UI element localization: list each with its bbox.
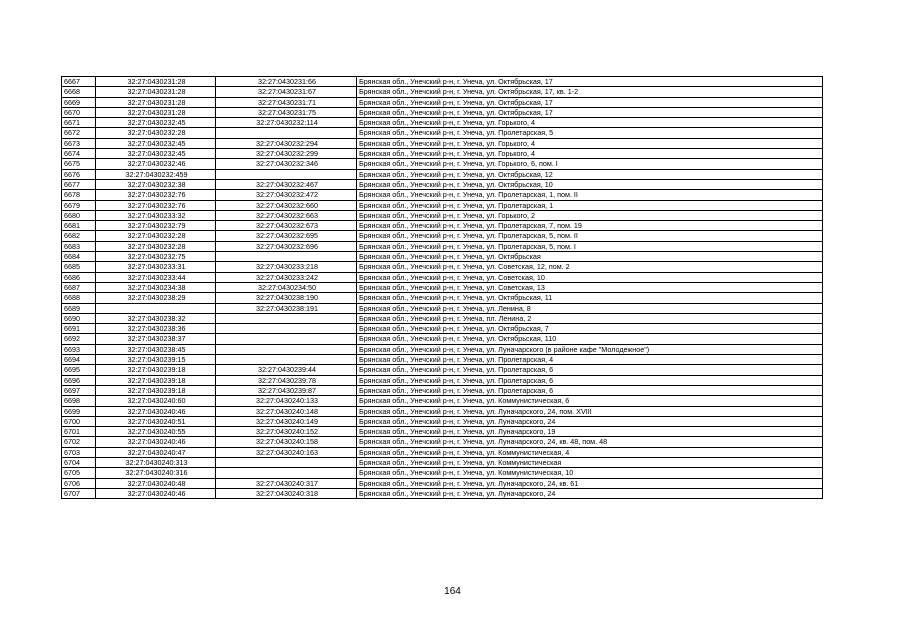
address-cell: Брянская обл., Унечский р-н, г. Унеча, ул. Луначарского, 24, пом. XVIII bbox=[357, 406, 823, 416]
row-number-cell: 6690 bbox=[62, 313, 96, 323]
table-row bbox=[62, 313, 823, 323]
cadastral-number-cell: 32:27:0430240:158 bbox=[216, 437, 357, 447]
row-number-cell: 6704 bbox=[62, 457, 96, 467]
cadastral-number-cell: 32:27:0430232:695 bbox=[216, 231, 357, 241]
row-number-cell: 6696 bbox=[62, 375, 96, 385]
parent-cadastral-number-cell: 32:27:0430240:46 bbox=[96, 488, 216, 498]
parent-cadastral-number-cell: 32:27:0430232:45 bbox=[96, 149, 216, 159]
table-row bbox=[62, 241, 823, 251]
parent-cadastral-number-cell: 32:27:0430240:48 bbox=[96, 478, 216, 488]
parent-cadastral-number-cell: 32:27:0430232:76 bbox=[96, 200, 216, 210]
address-cell: Брянская обл., Унечский р-н, г. Унеча, ул. Луначарского, 19 bbox=[357, 427, 823, 437]
cadastral-number-cell: 32:27:0430234:50 bbox=[216, 282, 357, 292]
row-number-cell: 6695 bbox=[62, 365, 96, 375]
row-number-cell: 6673 bbox=[62, 138, 96, 148]
address-cell: Брянская обл., Унечский р-н, г. Унеча, ул. Октябрьская, 17, кв. 1-2 bbox=[357, 87, 823, 97]
table-row bbox=[62, 159, 823, 169]
parent-cadastral-number-cell: 32:27:0430232:459 bbox=[96, 169, 216, 179]
address-cell: Брянская обл., Унечский р-н, г. Унеча, ул. Пролетарская, 6 bbox=[357, 365, 823, 375]
cadastral-number-cell: 32:27:0430233:218 bbox=[216, 262, 357, 272]
address-cell: Брянская обл., Унечский р-н, г. Унеча, ул. Коммунистическая bbox=[357, 457, 823, 467]
table-row bbox=[62, 416, 823, 426]
address-cell: Брянская обл., Унечский р-н, г. Унеча, ул. Пролетарская, 1 bbox=[357, 200, 823, 210]
table-row bbox=[62, 252, 823, 262]
parent-cadastral-number-cell: 32:27:0430232:46 bbox=[96, 159, 216, 169]
address-cell: Брянская обл., Унечский р-н, г. Унеча, ул. Пролетарская, 5 bbox=[357, 128, 823, 138]
table-row bbox=[62, 169, 823, 179]
parent-cadastral-number-cell: 32:27:0430240:313 bbox=[96, 457, 216, 467]
address-cell: Брянская обл., Унечский р-н, г. Унеча, ул. Пролетарская, 4 bbox=[357, 355, 823, 365]
parent-cadastral-number-cell: 32:27:0430240:60 bbox=[96, 396, 216, 406]
table-row bbox=[62, 138, 823, 148]
address-cell: Брянская обл., Унечский р-н, г. Унеча, ул. Октябрьская, 11 bbox=[357, 293, 823, 303]
parent-cadastral-number-cell: 32:27:0430232:75 bbox=[96, 252, 216, 262]
row-number-cell: 6680 bbox=[62, 210, 96, 220]
table-row bbox=[62, 355, 823, 365]
address-cell: Брянская обл., Унечский р-н, г. Унеча, ул. Луначарского, 24, кв. 48, пом. 48 bbox=[357, 437, 823, 447]
table-row bbox=[62, 262, 823, 272]
parent-cadastral-number-cell: 32:27:0430234:38 bbox=[96, 282, 216, 292]
cadastral-number-cell: 32:27:0430233:242 bbox=[216, 272, 357, 282]
parent-cadastral-number-cell: 32:27:0430231:28 bbox=[96, 107, 216, 117]
parent-cadastral-number-cell: 32:27:0430239:18 bbox=[96, 385, 216, 395]
parent-cadastral-number-cell: 32:27:0430240:55 bbox=[96, 427, 216, 437]
table-row bbox=[62, 385, 823, 395]
cadastral-number-cell: 32:27:0430232:346 bbox=[216, 159, 357, 169]
parent-cadastral-number-cell: 32:27:0430240:316 bbox=[96, 468, 216, 478]
address-cell: Брянская обл., Унечский р-н, г. Унеча, ул. Горького, 4 bbox=[357, 138, 823, 148]
address-cell: Брянская обл., Унечский р-н, г. Унеча, ул. Октябрьская, 10 bbox=[357, 179, 823, 189]
cadastral-number-cell: 32:27:0430231:71 bbox=[216, 97, 357, 107]
table-body bbox=[62, 77, 823, 499]
address-cell: Брянская обл., Унечский р-н, г. Унеча, ул. Октябрьская, 7 bbox=[357, 324, 823, 334]
table-row bbox=[62, 293, 823, 303]
address-cell: Брянская обл., Унечский р-н, г. Унеча, ул. Луначарского, 24 bbox=[357, 416, 823, 426]
address-cell: Брянская обл., Унечский р-н, г. Унеча, ул. Луначарского, 24, кв. 61 bbox=[357, 478, 823, 488]
row-number-cell: 6674 bbox=[62, 149, 96, 159]
row-number-cell: 6703 bbox=[62, 447, 96, 457]
parent-cadastral-number-cell: 32:27:0430240:46 bbox=[96, 437, 216, 447]
parent-cadastral-number-cell: 32:27:0430232:45 bbox=[96, 118, 216, 128]
cadastral-number-cell: 32:27:0430232:294 bbox=[216, 138, 357, 148]
parent-cadastral-number-cell: 32:27:0430232:76 bbox=[96, 190, 216, 200]
table-row bbox=[62, 210, 823, 220]
address-cell: Брянская обл., Унечский р-н, г. Унеча, ул. Октябрьская bbox=[357, 252, 823, 262]
table-row bbox=[62, 375, 823, 385]
cadastral-number-cell: 32:27:0430240:148 bbox=[216, 406, 357, 416]
table-row bbox=[62, 334, 823, 344]
parent-cadastral-number-cell: 32:27:0430232:79 bbox=[96, 221, 216, 231]
row-number-cell: 6669 bbox=[62, 97, 96, 107]
cadastral-number-cell: 32:27:0430238:191 bbox=[216, 303, 357, 313]
table-row bbox=[62, 97, 823, 107]
table-row bbox=[62, 468, 823, 478]
address-cell: Брянская обл., Унечский р-н, г. Унеча, ул. Ленина, 8 bbox=[357, 303, 823, 313]
row-number-cell: 6692 bbox=[62, 334, 96, 344]
cadastral-number-cell: 32:27:0430240:133 bbox=[216, 396, 357, 406]
table-row bbox=[62, 272, 823, 282]
parent-cadastral-number-cell: 32:27:0430231:28 bbox=[96, 77, 216, 87]
row-number-cell: 6697 bbox=[62, 385, 96, 395]
address-cell: Брянская обл., Унечский р-н, г. Унеча, ул. Октябрьская, 17 bbox=[357, 77, 823, 87]
parent-cadastral-number-cell: 32:27:0430238:32 bbox=[96, 313, 216, 323]
row-number-cell: 6693 bbox=[62, 344, 96, 354]
address-cell: Брянская обл., Унечский р-н, г. Унеча, ул. Пролетарская, 6 bbox=[357, 375, 823, 385]
table-row bbox=[62, 200, 823, 210]
row-number-cell: 6686 bbox=[62, 272, 96, 282]
parent-cadastral-number-cell: 32:27:0430238:36 bbox=[96, 324, 216, 334]
parent-cadastral-number-cell: 32:27:0430238:29 bbox=[96, 293, 216, 303]
parent-cadastral-number-cell: 32:27:0430239:15 bbox=[96, 355, 216, 365]
cadastral-number-cell: 32:27:0430232:660 bbox=[216, 200, 357, 210]
address-cell: Брянская обл., Унечский р-н, г. Унеча, ул. Горького, 4 bbox=[357, 118, 823, 128]
cadastral-number-cell bbox=[216, 334, 357, 344]
table-row bbox=[62, 77, 823, 87]
parent-cadastral-number-cell: 32:27:0430240:46 bbox=[96, 406, 216, 416]
table-row bbox=[62, 149, 823, 159]
address-cell: Брянская обл., Унечский р-н, г. Унеча, ул. Пролетарская, 7, пом. 19 bbox=[357, 221, 823, 231]
cadastral-number-cell: 32:27:0430232:696 bbox=[216, 241, 357, 251]
row-number-cell: 6667 bbox=[62, 77, 96, 87]
table-row bbox=[62, 87, 823, 97]
address-cell: Брянская обл., Унечский р-н, г. Унеча, ул. Октябрьская, 12 bbox=[357, 169, 823, 179]
row-number-cell: 6683 bbox=[62, 241, 96, 251]
cadastral-number-cell: 32:27:0430231:75 bbox=[216, 107, 357, 117]
row-number-cell: 6677 bbox=[62, 179, 96, 189]
table-row bbox=[62, 457, 823, 467]
table-row bbox=[62, 427, 823, 437]
row-number-cell: 6701 bbox=[62, 427, 96, 437]
cadastral-number-cell: 32:27:0430240:317 bbox=[216, 478, 357, 488]
table-row bbox=[62, 437, 823, 447]
row-number-cell: 6700 bbox=[62, 416, 96, 426]
table-row bbox=[62, 303, 823, 313]
cadastral-number-cell: 32:27:0430232:467 bbox=[216, 179, 357, 189]
parent-cadastral-number-cell: 32:27:0430240:47 bbox=[96, 447, 216, 457]
address-cell: Брянская обл., Унечский р-н, г. Унеча, ул. Пролетарская, 5, пом. II bbox=[357, 231, 823, 241]
row-number-cell: 6689 bbox=[62, 303, 96, 313]
parent-cadastral-number-cell: 32:27:0430232:28 bbox=[96, 241, 216, 251]
cadastral-number-cell: 32:27:0430231:67 bbox=[216, 87, 357, 97]
cadastral-number-cell: 32:27:0430232:299 bbox=[216, 149, 357, 159]
table-row bbox=[62, 488, 823, 498]
address-cell: Брянская обл., Унечский р-н, г. Унеча, ул. Луначарского (в районе кафе "Молодежное") bbox=[357, 344, 823, 354]
cadastral-number-cell bbox=[216, 128, 357, 138]
cadastral-number-cell bbox=[216, 344, 357, 354]
row-number-cell: 6699 bbox=[62, 406, 96, 416]
table-row bbox=[62, 447, 823, 457]
row-number-cell: 6676 bbox=[62, 169, 96, 179]
table-row bbox=[62, 344, 823, 354]
row-number-cell: 6670 bbox=[62, 107, 96, 117]
parent-cadastral-number-cell: 32:27:0430232:28 bbox=[96, 128, 216, 138]
cadastral-number-cell: 32:27:0430239:78 bbox=[216, 375, 357, 385]
address-cell: Брянская обл., Унечский р-н, г. Унеча, ул. Пролетарская, 1, пом. II bbox=[357, 190, 823, 200]
row-number-cell: 6681 bbox=[62, 221, 96, 231]
table-row bbox=[62, 396, 823, 406]
address-cell: Брянская обл., Унечский р-н, г. Унеча, ул. Советская, 12, пом. 2 bbox=[357, 262, 823, 272]
row-number-cell: 6675 bbox=[62, 159, 96, 169]
address-cell: Брянская обл., Унечский р-н, г. Унеча, ул. Горького, 6, пом. I bbox=[357, 159, 823, 169]
address-cell: Брянская обл., Унечский р-н, г. Унеча, ул. Советская, 10 bbox=[357, 272, 823, 282]
address-cell: Брянская обл., Унечский р-н, г. Унеча, ул. Коммунистическая, 6 bbox=[357, 396, 823, 406]
address-cell: Брянская обл., Унечский р-н, г. Унеча, ул. Горького, 2 bbox=[357, 210, 823, 220]
parent-cadastral-number-cell: 32:27:0430233:44 bbox=[96, 272, 216, 282]
table-row bbox=[62, 478, 823, 488]
row-number-cell: 6668 bbox=[62, 87, 96, 97]
row-number-cell: 6671 bbox=[62, 118, 96, 128]
parent-cadastral-number-cell: 32:27:0430233:32 bbox=[96, 210, 216, 220]
parent-cadastral-number-cell bbox=[96, 303, 216, 313]
table-row bbox=[62, 282, 823, 292]
row-number-cell: 6702 bbox=[62, 437, 96, 447]
parent-cadastral-number-cell: 32:27:0430239:18 bbox=[96, 365, 216, 375]
table-row bbox=[62, 221, 823, 231]
address-cell: Брянская обл., Унечский р-н, г. Унеча, ул. Советская, 13 bbox=[357, 282, 823, 292]
cadastral-number-cell bbox=[216, 169, 357, 179]
address-cell: Брянская обл., Унечский р-н, г. Унеча, ул. Горького, 4 bbox=[357, 149, 823, 159]
parent-cadastral-number-cell: 32:27:0430232:28 bbox=[96, 231, 216, 241]
address-cell: Брянская обл., Унечский р-н, г. Унеча, ул. Коммунистическая, 10 bbox=[357, 468, 823, 478]
row-number-cell: 6694 bbox=[62, 355, 96, 365]
cadastral-number-cell: 32:27:0430232:114 bbox=[216, 118, 357, 128]
table-row bbox=[62, 128, 823, 138]
cadastral-number-cell bbox=[216, 457, 357, 467]
cadastral-number-cell bbox=[216, 355, 357, 365]
cadastral-number-cell: 32:27:0430240:149 bbox=[216, 416, 357, 426]
page-number: 164 bbox=[444, 586, 461, 597]
cadastral-number-cell: 32:27:0430240:152 bbox=[216, 427, 357, 437]
parent-cadastral-number-cell: 32:27:0430240:51 bbox=[96, 416, 216, 426]
registry-table bbox=[61, 76, 823, 499]
table-row bbox=[62, 107, 823, 117]
cadastral-number-cell: 32:27:0430232:663 bbox=[216, 210, 357, 220]
row-number-cell: 6679 bbox=[62, 200, 96, 210]
row-number-cell: 6688 bbox=[62, 293, 96, 303]
row-number-cell: 6691 bbox=[62, 324, 96, 334]
parent-cadastral-number-cell: 32:27:0430232:45 bbox=[96, 138, 216, 148]
cadastral-number-cell: 32:27:0430239:44 bbox=[216, 365, 357, 375]
row-number-cell: 6705 bbox=[62, 468, 96, 478]
row-number-cell: 6672 bbox=[62, 128, 96, 138]
table-row bbox=[62, 118, 823, 128]
address-cell: Брянская обл., Унечский р-н, г. Унеча, ул. Коммунистическая, 4 bbox=[357, 447, 823, 457]
parent-cadastral-number-cell: 32:27:0430231:28 bbox=[96, 87, 216, 97]
row-number-cell: 6707 bbox=[62, 488, 96, 498]
table-row bbox=[62, 190, 823, 200]
row-number-cell: 6682 bbox=[62, 231, 96, 241]
address-cell: Брянская обл., Унечский р-н, г. Унеча, ул. Пролетарская, 5, пом. I bbox=[357, 241, 823, 251]
cadastral-number-cell: 32:27:0430239:87 bbox=[216, 385, 357, 395]
row-number-cell: 6687 bbox=[62, 282, 96, 292]
parent-cadastral-number-cell: 32:27:0430239:18 bbox=[96, 375, 216, 385]
row-number-cell: 6706 bbox=[62, 478, 96, 488]
cadastral-number-cell bbox=[216, 468, 357, 478]
cadastral-number-cell: 32:27:0430238:190 bbox=[216, 293, 357, 303]
parent-cadastral-number-cell: 32:27:0430238:45 bbox=[96, 344, 216, 354]
address-cell: Брянская обл., Унечский р-н, г. Унеча, ул. Пролетарская, 6 bbox=[357, 385, 823, 395]
table-row bbox=[62, 231, 823, 241]
address-cell: Брянская обл., Унечский р-н, г. Унеча, ул. Октябрьская, 110 bbox=[357, 334, 823, 344]
table-row bbox=[62, 365, 823, 375]
row-number-cell: 6685 bbox=[62, 262, 96, 272]
table-row bbox=[62, 406, 823, 416]
cadastral-number-cell: 32:27:0430232:472 bbox=[216, 190, 357, 200]
cadastral-number-cell bbox=[216, 313, 357, 323]
address-cell: Брянская обл., Унечский р-н, г. Унеча, ул. Луначарского, 24 bbox=[357, 488, 823, 498]
parent-cadastral-number-cell: 32:27:0430232:38 bbox=[96, 179, 216, 189]
cadastral-number-cell: 32:27:0430240:163 bbox=[216, 447, 357, 457]
cadastral-number-cell: 32:27:0430232:673 bbox=[216, 221, 357, 231]
row-number-cell: 6678 bbox=[62, 190, 96, 200]
address-cell: Брянская обл., Унечский р-н, г. Унеча, ул. Октябрьская, 17 bbox=[357, 107, 823, 117]
table-row bbox=[62, 179, 823, 189]
address-cell: Брянская обл., Унечский р-н, г. Унеча, пл. Ленина, 2 bbox=[357, 313, 823, 323]
parent-cadastral-number-cell: 32:27:0430233:31 bbox=[96, 262, 216, 272]
row-number-cell: 6698 bbox=[62, 396, 96, 406]
cadastral-number-cell bbox=[216, 324, 357, 334]
cadastral-number-cell bbox=[216, 252, 357, 262]
table-row bbox=[62, 324, 823, 334]
cadastral-number-cell: 32:27:0430240:318 bbox=[216, 488, 357, 498]
parent-cadastral-number-cell: 32:27:0430238:37 bbox=[96, 334, 216, 344]
row-number-cell: 6684 bbox=[62, 252, 96, 262]
cadastral-number-cell: 32:27:0430231:66 bbox=[216, 77, 357, 87]
parent-cadastral-number-cell: 32:27:0430231:28 bbox=[96, 97, 216, 107]
address-cell: Брянская обл., Унечский р-н, г. Унеча, ул. Октябрьская, 17 bbox=[357, 97, 823, 107]
